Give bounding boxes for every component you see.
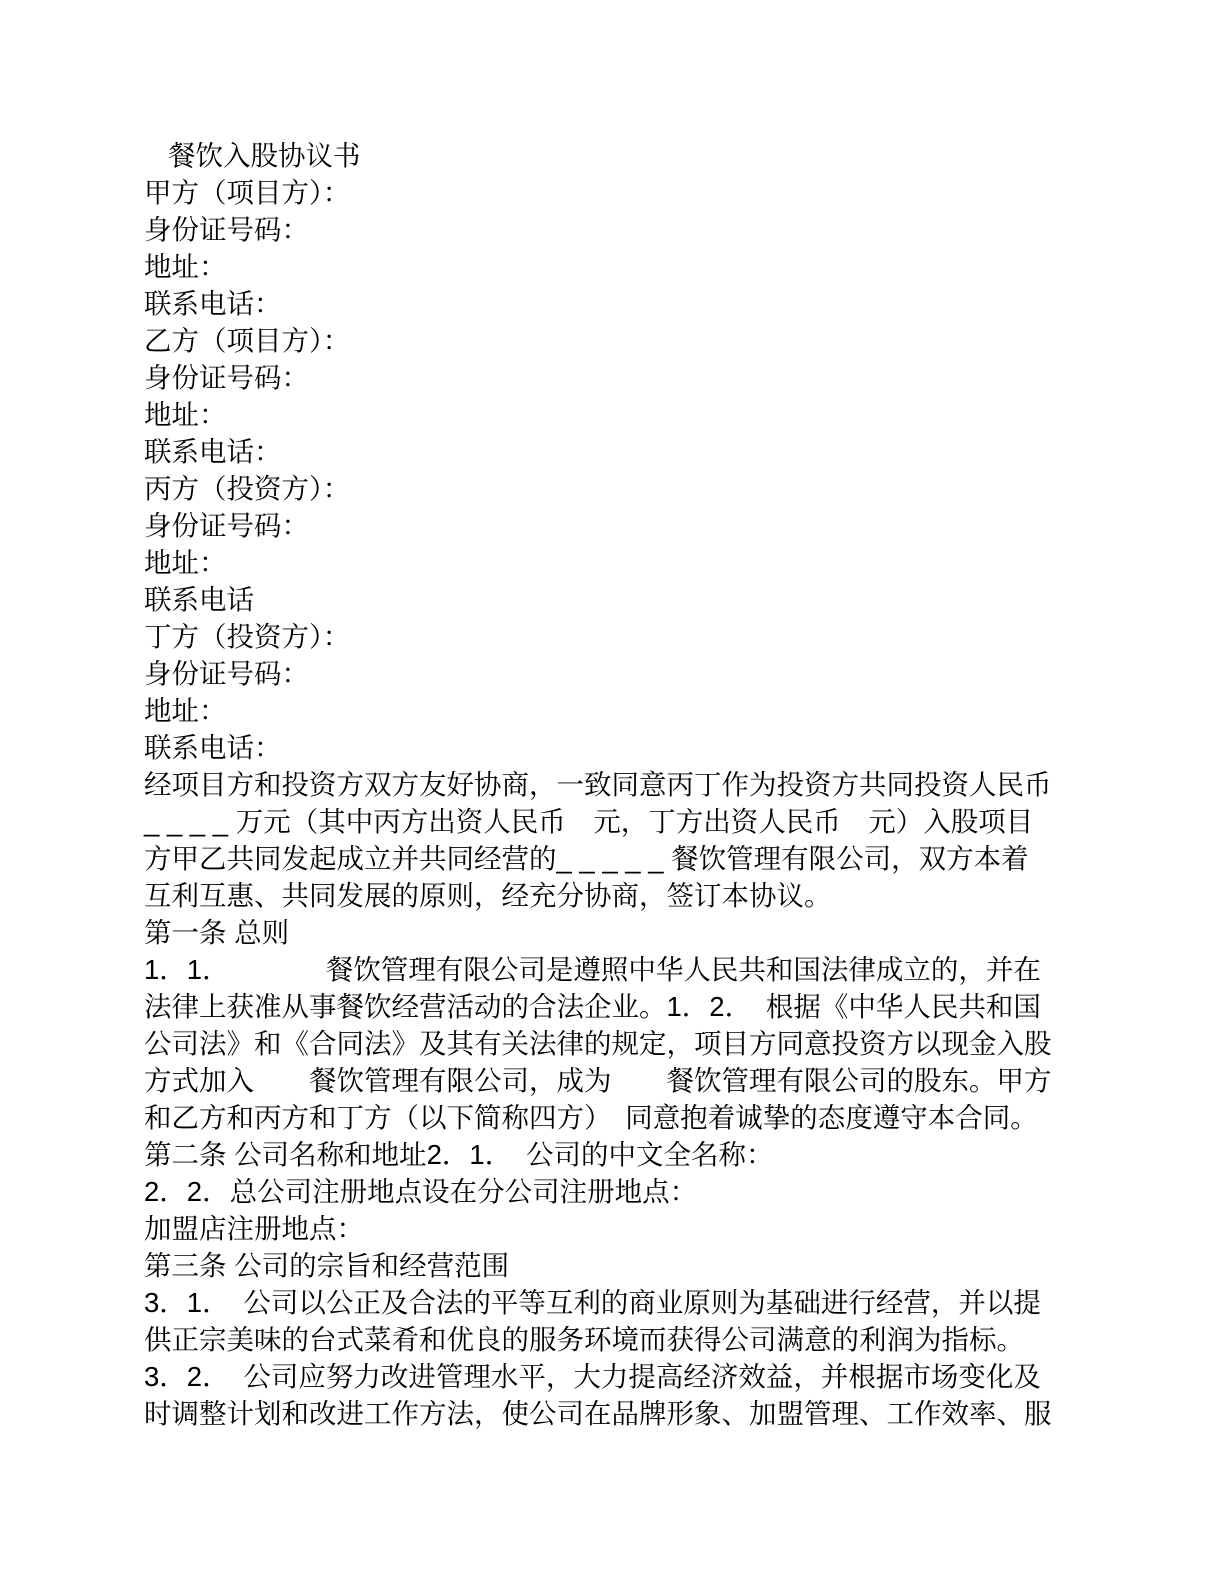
doc-line-article1-heading: 第一条 总则 <box>144 917 290 948</box>
doc-line-preamble-3: 方甲乙共同发起成立并共同经营的_ _ _ _ _ 餐饮管理有限公司，双方本着 <box>144 843 1029 874</box>
doc-line-party-b: 乙方（项目方）： <box>144 325 351 356</box>
doc-line-address-b: 地址： <box>144 399 227 430</box>
doc-line-party-d: 丁方（投资方）： <box>144 621 351 652</box>
doc-line-clause-1-2b: 公司法》和《合同法》及其有关法律的规定，项目方同意投资方以现金入股 <box>144 1028 1052 1059</box>
doc-line-id-c: 身份证号码： <box>144 510 309 541</box>
doc-line-phone-a: 联系电话： <box>144 288 282 319</box>
doc-line-phone-b: 联系电话： <box>144 436 282 467</box>
doc-line-preamble-2: _ _ _ _ 万元（其中丙方出资人民币 元，丁方出资人民币 元）入股项目 <box>144 806 1034 837</box>
doc-line-clause-3-2a: 3．2． 公司应努力改进管理水平，大力提高经济效益，并根据市场变化及 <box>144 1361 1041 1392</box>
doc-line-clause-2-2: 2．2．总公司注册地点设在分公司注册地点： <box>144 1176 698 1207</box>
doc-line-clause-1-1: 1．1． 餐饮管理有限公司是遵照中华人民共和国法律成立的，并在 <box>144 954 1041 985</box>
doc-line-preamble-4: 互利互惠、共同发展的原则，经充分协商，签订本协议。 <box>144 880 832 911</box>
doc-line-clause-3-2b: 时调整计划和改进工作方法，使公司在品牌形象、加盟管理、工作效率、服 <box>144 1398 1052 1429</box>
doc-line-party-c: 丙方（投资方）： <box>144 473 351 504</box>
doc-line-id-b: 身份证号码： <box>144 362 309 393</box>
doc-line-id-a: 身份证号码： <box>144 214 309 245</box>
doc-line-clause-1-2c: 方式加入 餐饮管理有限公司，成为 餐饮管理有限公司的股东。甲方 <box>144 1065 1052 1096</box>
doc-line-clause-1-2a: 法律上获准从事餐饮经营活动的合法企业。1．2． 根据《中华人民共和国 <box>144 991 1041 1022</box>
doc-line-article3-heading: 第三条 公司的宗旨和经营范围 <box>144 1250 510 1281</box>
doc-line-clause-3-1b: 供正宗美味的台式菜肴和优良的服务环境而获得公司满意的利润为指标。 <box>144 1324 1024 1355</box>
doc-line-party-a: 甲方（项目方）： <box>144 177 351 208</box>
doc-line-article2-heading: 第二条 公司名称和地址2．1． 公司的中文全名称： <box>144 1139 774 1170</box>
doc-line-address-d: 地址： <box>144 695 227 726</box>
doc-line-phone-d: 联系电话： <box>144 732 282 763</box>
doc-line-clause-3-1a: 3．1． 公司以公正及合法的平等互利的商业原则为基础进行经营，并以提 <box>144 1287 1041 1318</box>
doc-line-franchise-address: 加盟店注册地点： <box>144 1213 364 1244</box>
doc-line-address-a: 地址： <box>144 251 227 282</box>
doc-line-phone-c: 联系电话 <box>144 584 254 615</box>
doc-line-address-c: 地址： <box>144 547 227 578</box>
doc-line-clause-1-2d: 和乙方和丙方和丁方（以下简称四方） 同意抱着诚挚的态度遵守本合同。 <box>144 1102 1038 1133</box>
doc-line-preamble-1: 经项目方和投资方双方友好协商，一致同意丙丁作为投资方共同投资人民币 <box>144 769 1052 800</box>
doc-line-id-d: 身份证号码： <box>144 658 309 689</box>
document-title: 餐饮入股协议书 <box>168 140 361 171</box>
